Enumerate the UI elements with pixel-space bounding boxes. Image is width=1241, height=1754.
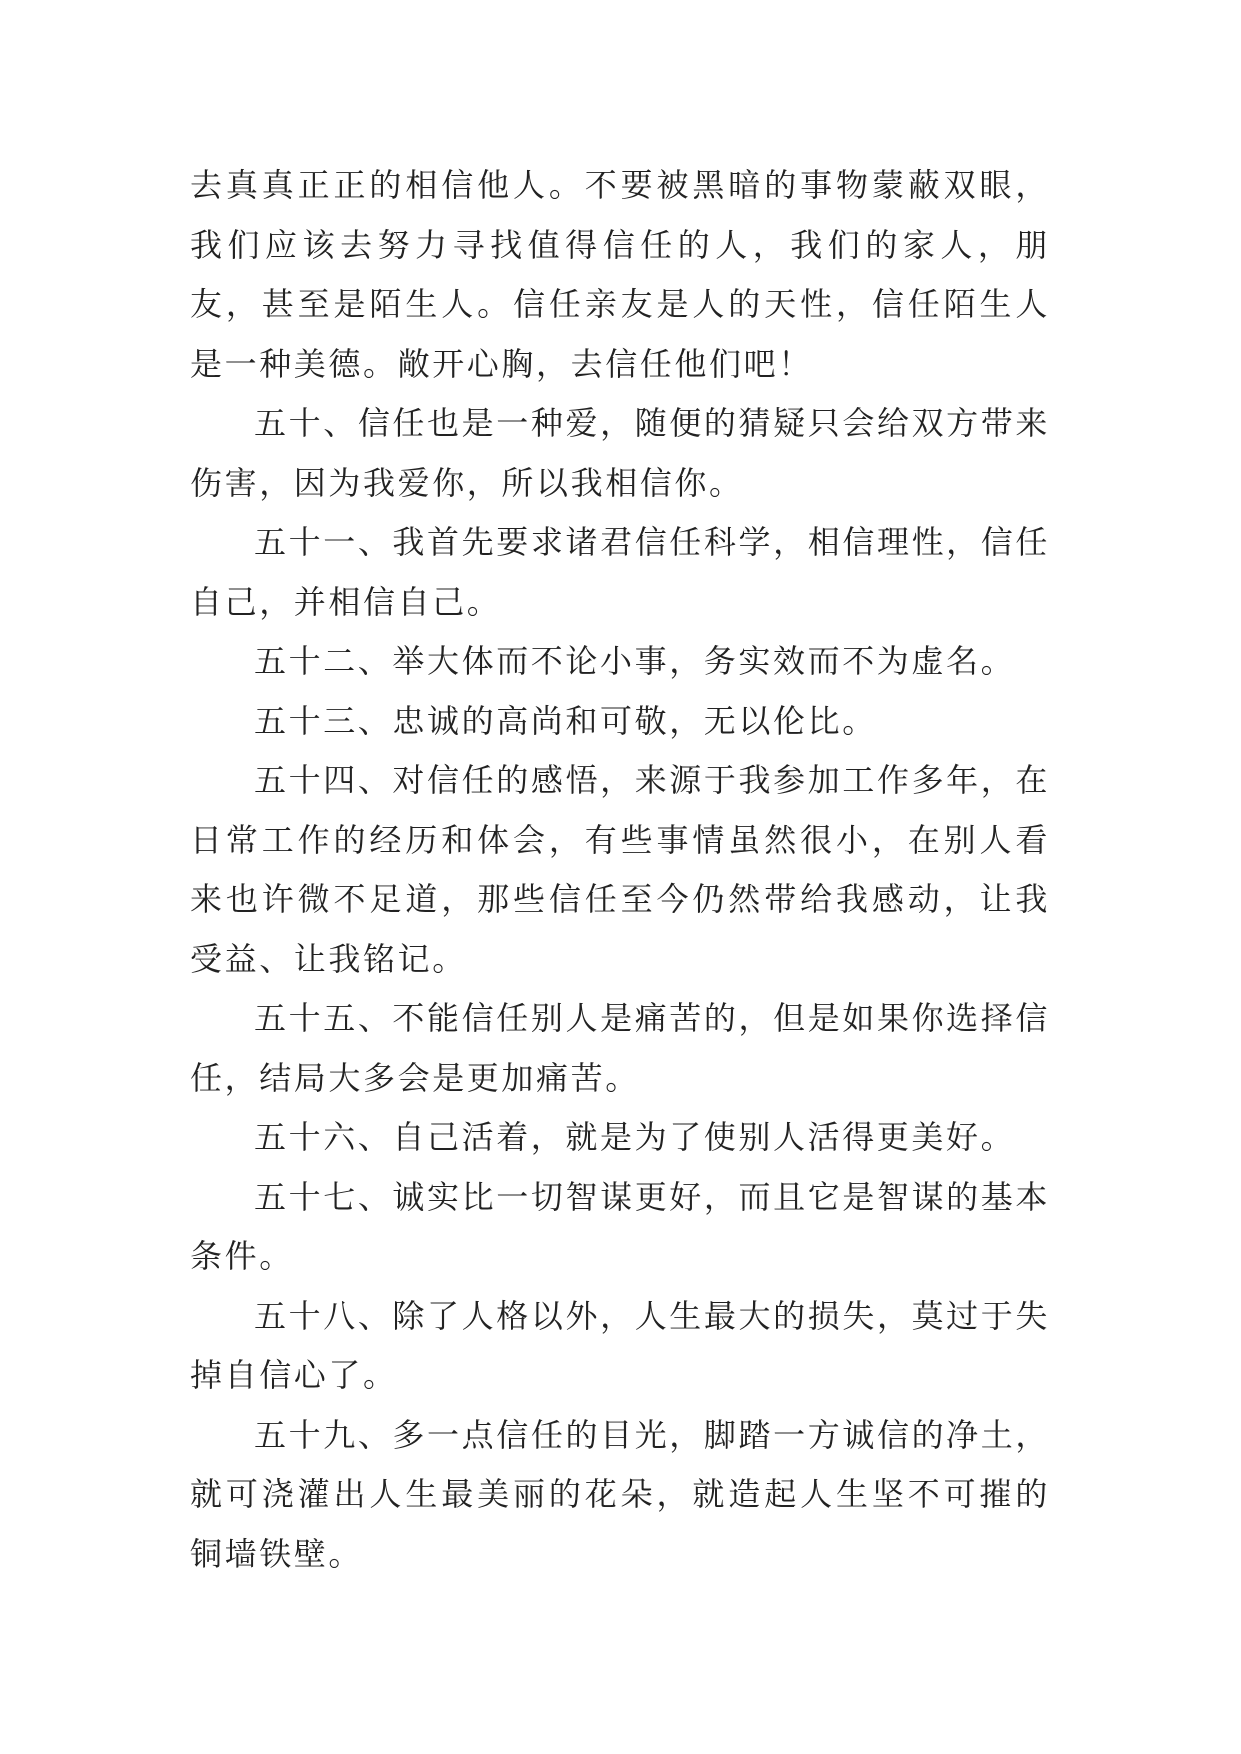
- document-body: [190, 156, 1050, 1584]
- paragraph-55: 五十五、不能信任别人是痛苦的，但是如果你选择信任，结局大多会是更加痛苦。: [190, 999, 1050, 1097]
- paragraph-54: 五十四、对信任的感悟，来源于我参加工作多年，在日常工作的经历和体会，有些事情虽然很小，在别人看来也许微不足道，那些信任至今仍然带给我感动，让我受益、让我铭记。: [190, 761, 1050, 978]
- paragraph-52: 五十二、举大体而不论小事，务实效而不为虚名。: [254, 642, 1016, 680]
- paragraph-57: 五十七、诚实比一切智谋更好，而且它是智谋的基本条件。: [190, 1177, 1050, 1275]
- paragraph-56: 五十六、自己活着，就是为了使别人活得更美好。: [254, 1118, 1016, 1156]
- paragraph-51: 五十一、我首先要求诸君信任科学，相信理性，信任自己，并相信自己。: [190, 523, 1050, 621]
- paragraph-59: 五十九、多一点信任的目光，脚踏一方诚信的净土，就可浇灌出人生最美丽的花朵，就造起人生坚不可摧的铜墙铁壁。: [190, 1415, 1050, 1573]
- paragraph-continuation: 去真真正正的相信他人。不要被黑暗的事物蒙蔽双眼，我们应该去努力寻找值得信任的人，我们的家人，朋友，甚至是陌生人。信任亲友是人的天性，信任陌生人是一种美德。敞开心胸，去信任他们吧！: [190, 166, 1050, 383]
- paragraph-53: 五十三、忠诚的高尚和可敬，无以伦比。: [254, 701, 877, 740]
- paragraph-50: 五十、信任也是一种爱，随便的猜疑只会给双方带来伤害，因为我爱你，所以我相信你。: [190, 404, 1050, 502]
- paragraph-58: 五十八、除了人格以外，人生最大的损失，莫过于失掉自信心了。: [190, 1296, 1050, 1394]
